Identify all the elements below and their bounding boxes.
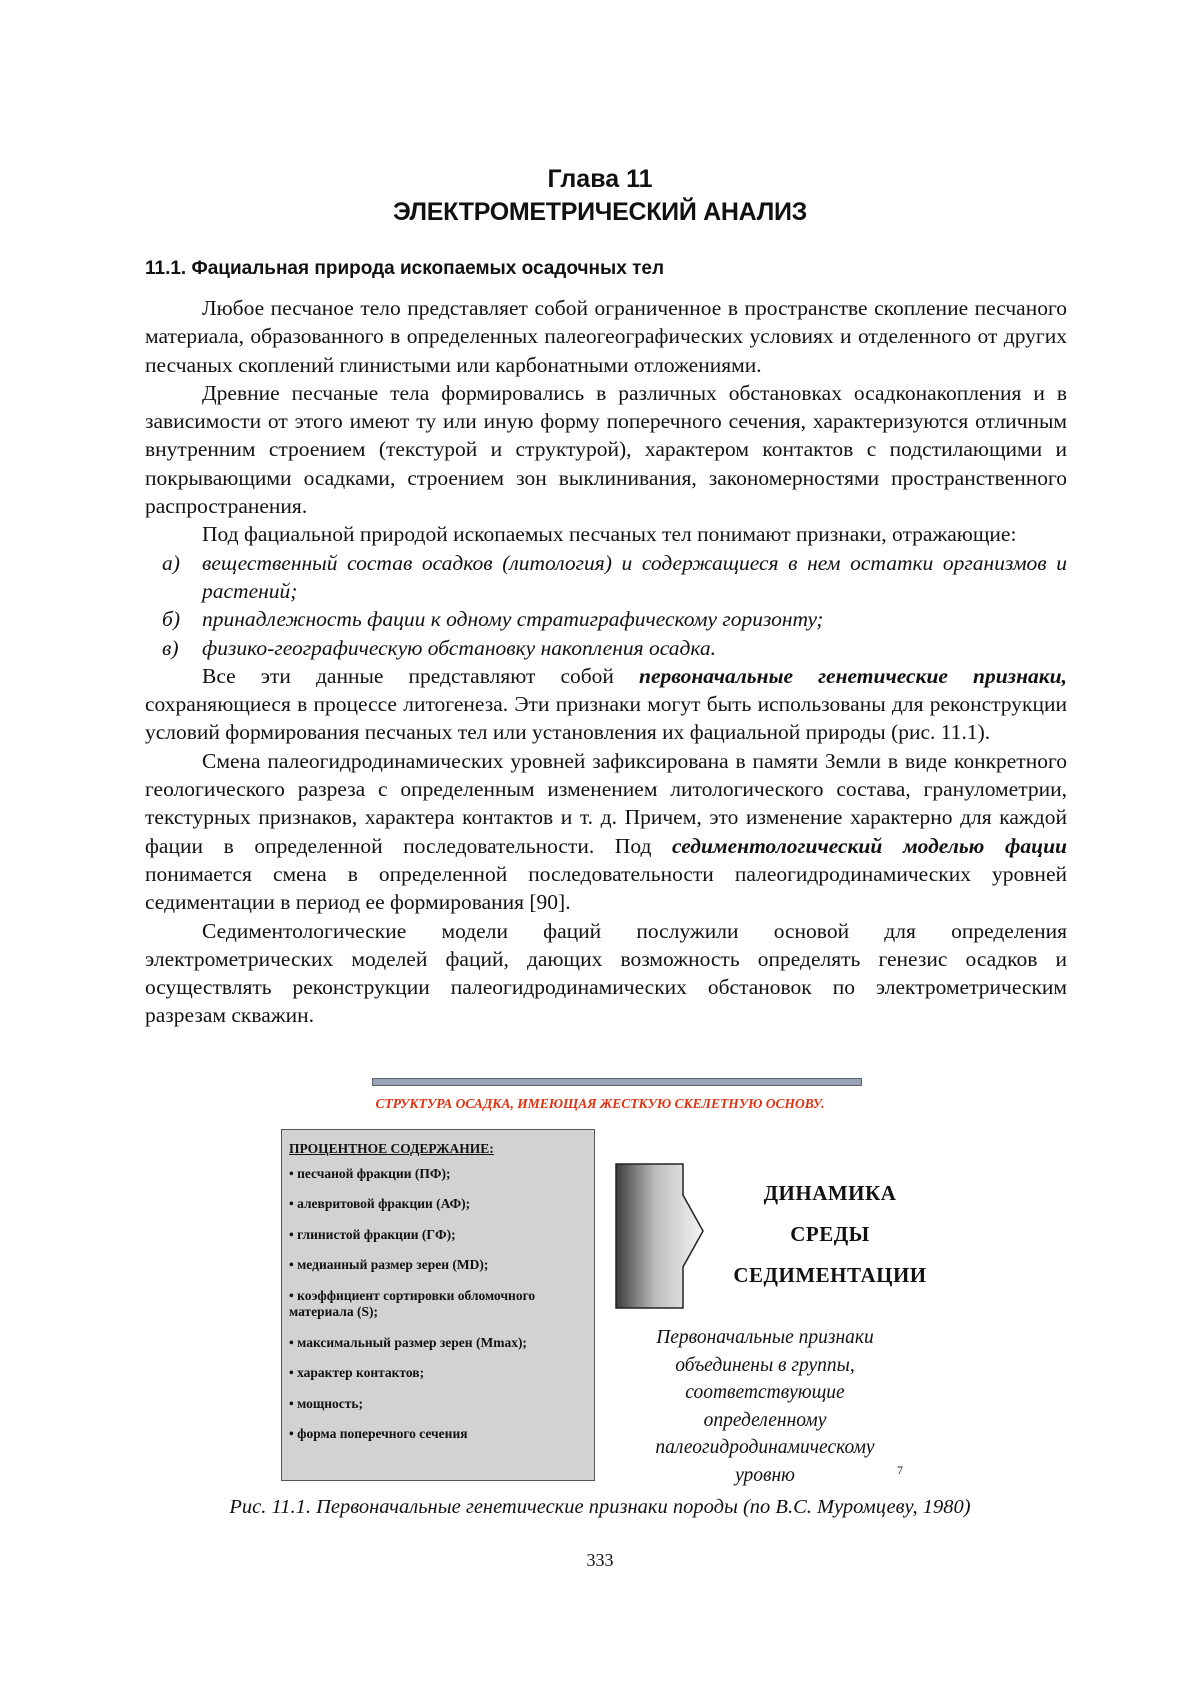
list-item-text: физико-географическую обстановку накопления осадка. (202, 635, 716, 660)
feature-item: • мощность; (289, 1395, 364, 1411)
dynamics-line: СРЕДЫ (790, 1222, 870, 1246)
figure-top-bar (372, 1078, 862, 1086)
paragraph (145, 747, 1067, 917)
paragraph: Древние песчаные тела формировались в различных обстановках осадконакопления и в зависимости от этого имеют ту или иную форму поперечного сечения, характеризуются отличным внутренним строением (текстурой и структурой), характером контактов с подстилающими и покрывающими осадками, строением зон выклинивания, закономерностями пространственного распространения. (145, 380, 1067, 519)
feature-item: • характер контактов; (289, 1365, 425, 1380)
paragraph-text: сохраняющиеся в процессе литогенеза. Эти признаки могут быть использованы для реконструкции условий формирования песчаных тел или установления их фациальной природы (рис. 11.1). (145, 692, 1067, 745)
note-line: уровню (735, 1464, 795, 1486)
paragraph-text: Смена палеогидродинамических уровней зафиксирована в памяти Земли в виде конкретного геологического разреза с определенным изменением литологического состава, гранулометрии, текстурных признаков, характера контактов и т. д. Причем, это изменение характерно для каждой фации в определенной последовательности. Под (145, 748, 1067, 858)
feature-list-title: ПРОЦЕНТНОЕ СОДЕРЖАНИЕ: (289, 1141, 494, 1156)
paragraph (145, 662, 1067, 747)
note-line: Первоначальные признаки (656, 1327, 874, 1348)
paragraph: Седиментологические модели фаций послужили основой для определения электрометрических моделей фаций, дающих возможность определять генезис осадков и осуществлять реконструкции палеогидродинамических обстановок по электрометрическим разрезам скважин. (145, 918, 1067, 1028)
list-marker: в) (162, 635, 179, 660)
right-arrow-icon (615, 1163, 705, 1313)
paragraph-text: Все эти данные представляют собой (202, 663, 640, 688)
dynamics-line: СЕДИМЕНТАЦИИ (733, 1263, 927, 1287)
slide-number: 7 (897, 1463, 903, 1477)
feature-item: • песчаной фракции (ПФ); (289, 1165, 451, 1181)
emphasized-term: первоначальные генетические признаки, (639, 663, 1067, 688)
dynamics-line: ДИНАМИКА (763, 1181, 897, 1205)
feature-item: • максимальный размер зерен (Mmax); (289, 1334, 527, 1350)
feature-item: • коэффициент сортировки обломочного материала (S); (289, 1287, 536, 1319)
figure-caption: Рис. 11.1. Первоначальные генетические признаки породы (по В.С. Муромцеву, 1980) (229, 1496, 971, 1518)
list-item-text: принадлежность фации к одному стратиграфическому горизонту; (202, 607, 824, 632)
list-item (145, 634, 1067, 662)
note-line: палеогидродинамическому (655, 1437, 875, 1458)
feature-list-box (281, 1129, 595, 1481)
emphasized-term: седиментологический моделью фации (672, 833, 1067, 858)
figure-note (630, 1324, 900, 1489)
body-text (145, 294, 1067, 1030)
figure-header: СТРУКТУРА ОСАДКА, ИМЕЮЩАЯ ЖЕСТКУЮ СКЕЛЕТНУЮ ОСНОВУ. (375, 1096, 825, 1111)
list-marker: а) (162, 550, 180, 575)
paragraph-text: понимается смена в определенной последовательности палеогидродинамических уровней седиментации в период ее формирования [90]. (145, 861, 1067, 915)
list-item-text: вещественный состав осадков (литология) и содержащиеся в нем остатки организмов и растений; (202, 550, 1067, 603)
paragraph: Любое песчаное тело представляет собой ограниченное в пространстве скопление песчаного материала, образованного в определенных палеогеографических условиях и отделенного от других песчаных скоплений глинистыми или карбонатными отложениями. (145, 296, 1067, 377)
note-line: объединены в группы, (675, 1354, 855, 1376)
list-marker: б) (162, 607, 180, 632)
note-line: определенному (703, 1409, 827, 1431)
paragraph: Под фациальной природой ископаемых песчаных тел понимают признаки, отражающие: (202, 522, 1017, 547)
feature-item: • алевритовой фракции (АФ); (289, 1196, 471, 1211)
chapter-number: Глава 11 (547, 165, 653, 193)
note-line: соответствующие (685, 1382, 845, 1403)
chapter-title: ЭЛЕКТРОМЕТРИЧЕСКИЙ АНАЛИЗ (393, 198, 807, 226)
feature-item: • форма поперечного сечения (289, 1426, 468, 1441)
feature-item: • медианный размер зерен (MD); (289, 1257, 489, 1272)
list-item (145, 605, 1067, 633)
list-item (145, 549, 1067, 606)
page-number: 333 (586, 1550, 614, 1570)
section-title: 11.1. Фациальная природа ископаемых осадочных тел (145, 258, 665, 279)
feature-item: • глинистой фракции (ГФ); (289, 1226, 456, 1242)
